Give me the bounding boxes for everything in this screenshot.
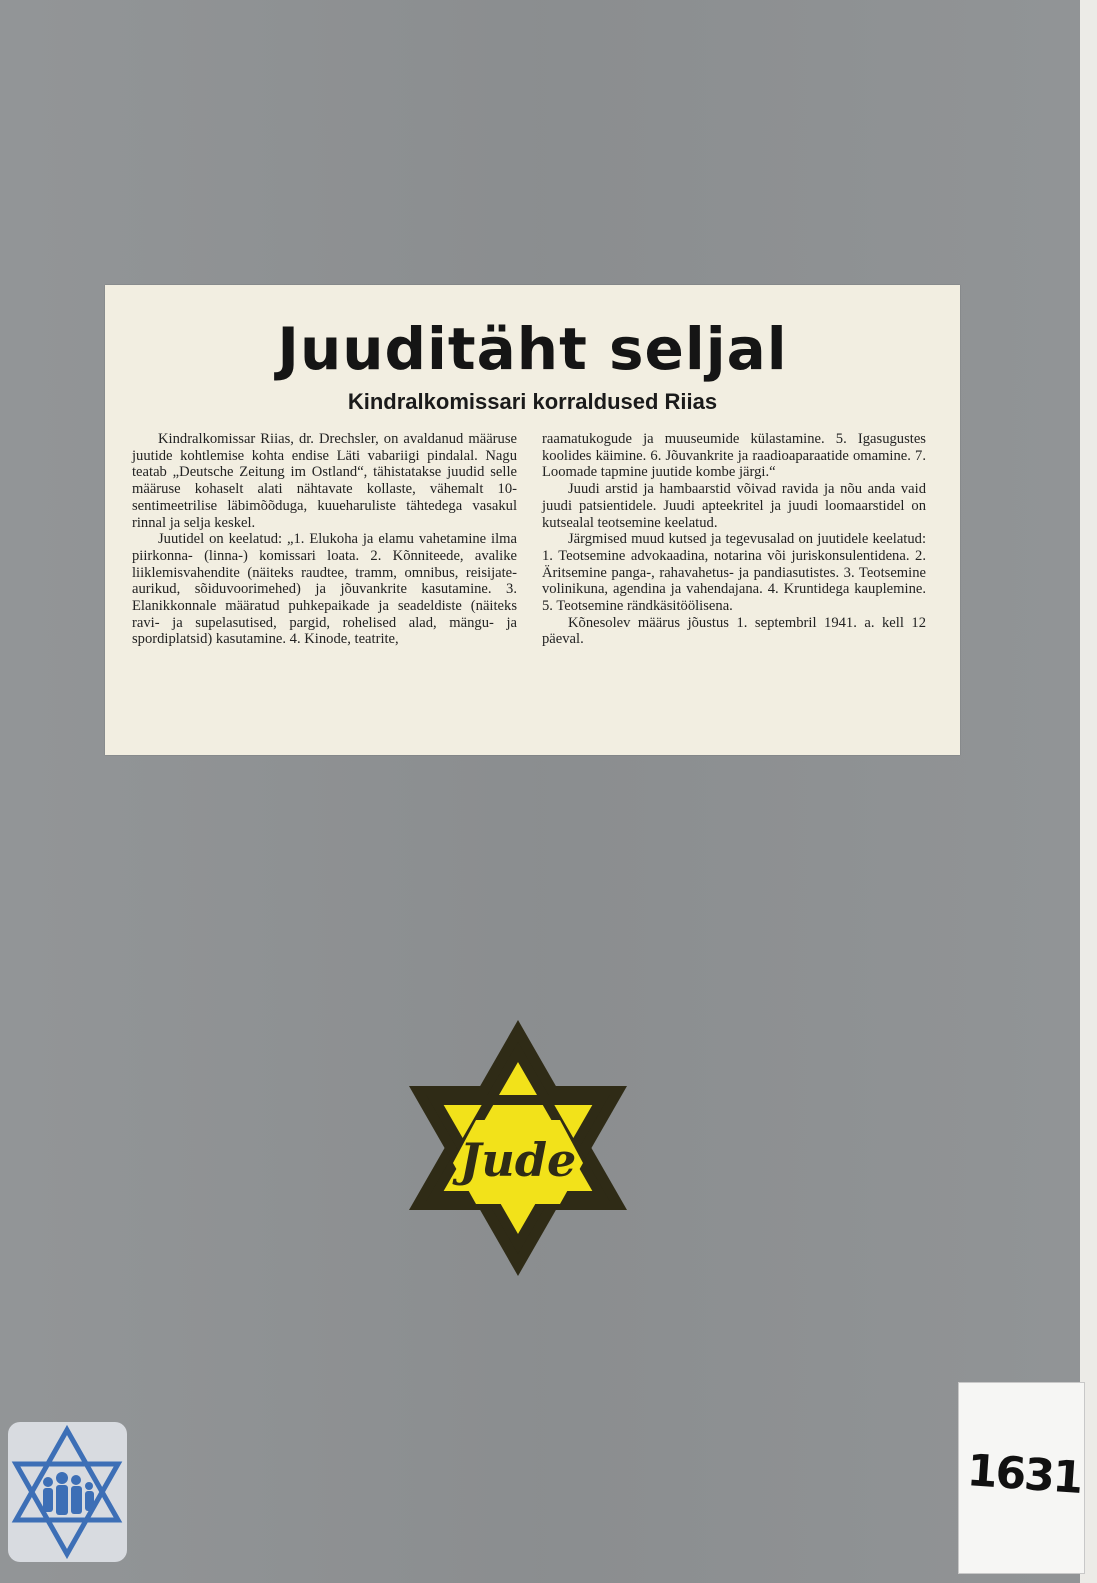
page-edge [1080, 0, 1097, 1583]
paragraph: Juudi arstid ja hambaarstid võivad ravida ja nõu anda vaid juudi patsientidele. Juudi apteekritel ja juudi loomaarstidel on kutsealal teotsemine keelatud. [542, 481, 926, 531]
star-with-family-icon [8, 1422, 127, 1562]
badge-text: Jude [459, 1133, 577, 1187]
newspaper-clipping [105, 285, 960, 755]
organization-logo [8, 1422, 127, 1562]
catalog-number: 1631 [965, 1445, 1084, 1504]
star-of-david-icon [405, 1018, 631, 1278]
yellow-star-badge [405, 1018, 631, 1278]
catalog-number-label [958, 1382, 1085, 1574]
clipping-subheadline: Kindralkomissari korraldused Riias [347, 389, 718, 414]
paragraph: Juutidel on keelatud: „1. Elukoha ja elamu vahetamine ilma piirkonna- (linna-) komissari loata. 2. Kõnniteede, avalike liiklemisvahendite (näiteks raudtee, tramm, omnibus, reisijate-aurikud, sõiduvoorimehed) ja jõuvankrite kasutamine. 3. Elanikkonnale määratud puhkepaikade ja seadeldiste (näiteks ravi- ja supelasutised, pargid, rohelised alad, mängu- ja spordiplatsid) kasutamine. 4. Kinode, teatrite, [132, 531, 517, 648]
paragraph: Kindralkomissar Riias, dr. Drechsler, on avaldanud määruse juutide kohtlemise kohta endise Läti vabariigi pindalal. Nagu teatab „Deutsche Zeitung im Ostland“, tähistatakse juudid selle määruse kohaselt alati nähtavate kollaste, vähemalt 10-sentimeetrilise läbimõõduga, kuueharuliste tähtedega vasakul rinnal ja selja keskel. [132, 431, 517, 531]
paragraph: Järgmised muud kutsed ja tegevusalad on juutidele keelatud: 1. Teotsemine advokaadina, notarina või juriskonsulentidena. 2. Äritsemine panga-, rahavahetus- ja pandiasutistes. 3. Teotsemine volinikuna, agendina ja vahendajana. 4. Kruntidega kauplemine. 5. Teotsemine rändkäsitöölisena. [542, 531, 926, 615]
paragraph: raamatukogude ja muuseumide külastamine. 5. Igasugustes koolides käimine. 6. Jõuvankrite ja raadioaparaatide omamine. 7. Loomade tapmine juutide kombe järgi.“ [542, 431, 926, 481]
clipping-column-right [542, 431, 926, 648]
clipping-column-left [132, 431, 517, 648]
clipping-headline: Juuditäht seljal [277, 315, 788, 383]
paragraph: Kõnesolev määrus jõustus 1. septembril 1941. a. kell 12 päeval. [542, 614, 926, 648]
